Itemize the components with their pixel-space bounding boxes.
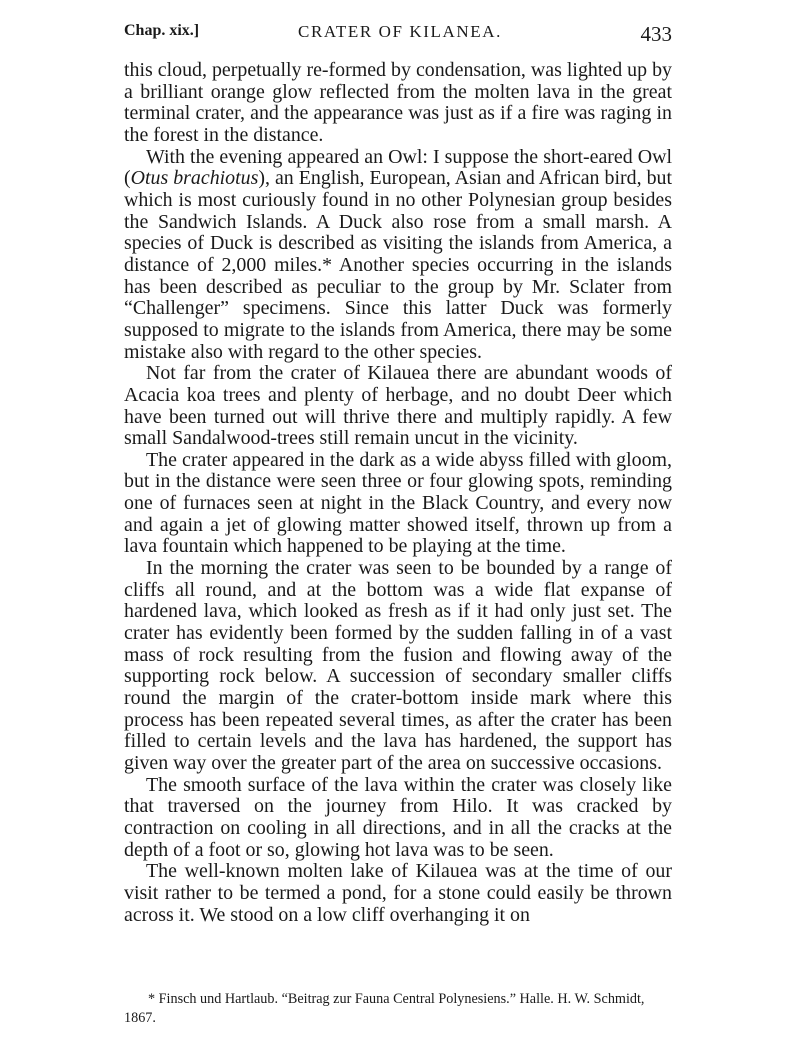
- body-text: [124, 60, 672, 926]
- chapter-label: Chap. xix.]: [124, 22, 200, 39]
- species-name-italic: Otus brachiotus: [130, 167, 259, 190]
- paragraph-2: With the evening appeared an Owl: I suppose the short-eared Owl (Otus brachiotus), an English, European, Asian and African bird, but which is most curiously found in no other Polynesian group besides the Sandwich Islands. A Duck also rose from a small marsh. A species of Duck is described as visiting the islands from America, a distance of 2,000 miles.* Another species occurring in the islands has been described as peculiar to the group by Mr. Sclater from “Challenger” specimens. Since this latter Duck was formerly supposed to migrate to the islands from America, there may be some mistake also with regard to the other species.: [124, 145, 673, 363]
- paragraph-4: The crater appeared in the dark as a wide abyss filled with gloom, but in the distance were seen three or four glowing spots, reminding one of furnaces seen at night in the Black Country, and every now and again a jet of glowing matter showed itself, thrown up from a lava fountain which happened to be playing at the time.: [124, 448, 672, 558]
- running-header: [124, 18, 672, 52]
- running-title: CRATER OF KILANEA.: [298, 22, 502, 41]
- paragraph-3: Not far from the crater of Kilauea there are abundant woods of Acacia koa trees and plenty of herbage, and no doubt Deer which have been turned out will thrive there and multiply rapidly. A few small Sandalwood-trees still remain uncut in the vicinity.: [124, 362, 672, 450]
- footnote: * Finsch und Hartlaub. “Beitrag zur Fauna Central Polynesiens.” Halle. H. W. Schmidt, 1867.: [124, 991, 645, 1026]
- footnotes: [124, 990, 672, 1028]
- paragraph-7: The well-known molten lake of Kilauea was at the time of our visit rather to be termed a pond, for a stone could easily be thrown across it. We stood on a low cliff overhanging it on: [124, 860, 672, 926]
- paragraph-6: The smooth surface of the lava within the crater was closely like that traversed on the journey from Hilo. It was cracked by contraction on cooling in all directions, and in all the cracks at the depth of a foot or so, glowing hot lava was to be seen.: [124, 773, 672, 861]
- paragraph-1: this cloud, perpetually re-formed by condensation, was lighted up by a brilliant orange glow reflected from the molten lava in the great terminal crater, and the appearance was just as if a fire was raging in the forest in the distance.: [124, 59, 672, 146]
- page-number: 433: [640, 22, 672, 46]
- paragraph-5: In the morning the crater was seen to be bounded by a range of cliffs all round, and at the bottom was a wide flat expanse of hardened lava, which looked as fresh as if it had only just set. The crater has evidently been formed by the sudden falling in of a vast mass of rock resulting from the fusion and flowing away of the supporting rock below. A succession of secondary smaller cliffs round the margin of the crater-bottom inside mark where this process has been repeated several times, as after the crater has been filled to certain levels and the lava has hardened, the support has given way over the greater part of the area on successive occasions.: [124, 557, 672, 774]
